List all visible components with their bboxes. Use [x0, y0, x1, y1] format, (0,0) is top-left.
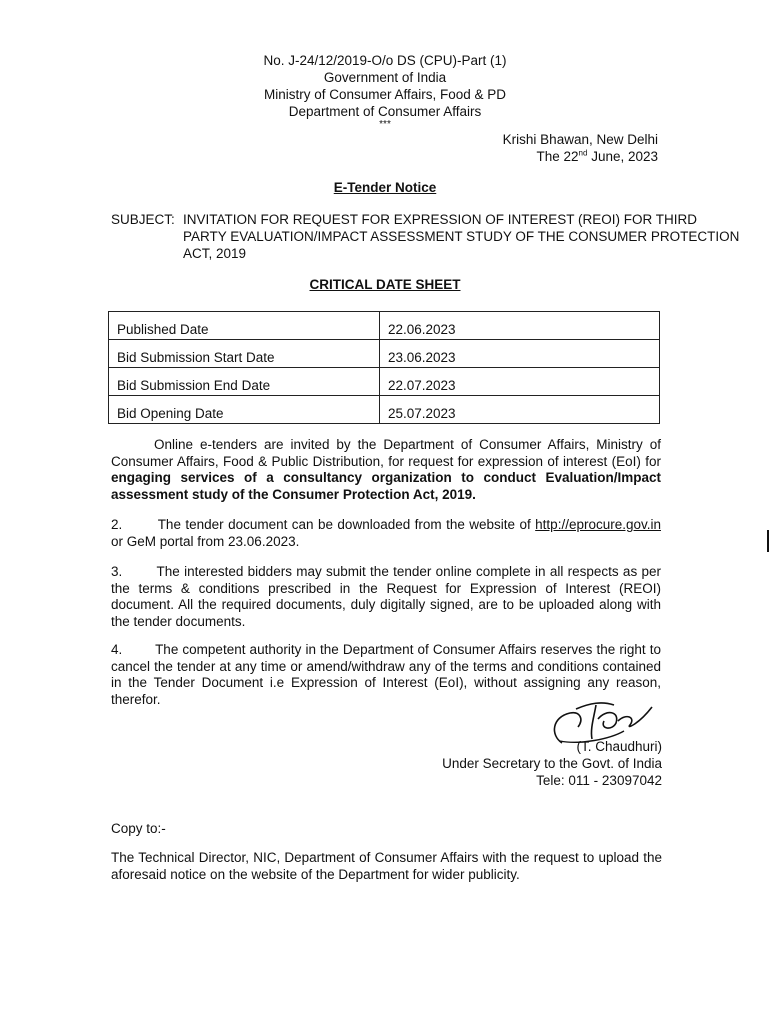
subject-text: INVITATION FOR REQUEST FOR EXPRESSION OF INTEREST (REOI) FOR THIRD PARTY EVALUATION/IMPACT ASSESSMENT STUDY OF THE CONSUMER PROTECTION ACT, 2019: [183, 212, 740, 261]
date-label: Bid Submission End Date: [109, 368, 380, 396]
date-value: 22.07.2023: [380, 368, 660, 396]
table-row: [109, 312, 660, 340]
signatory-block: [442, 738, 662, 789]
margin-mark: [767, 530, 769, 552]
signatory-designation: Under Secretary to the Govt. of India: [442, 756, 662, 771]
date-value: 23.06.2023: [380, 340, 660, 368]
separator-stars: ***: [379, 119, 391, 130]
signatory-name: (T. Chaudhuri): [576, 739, 662, 754]
date-label: Published Date: [109, 312, 380, 340]
table-row: [109, 340, 660, 368]
eprocure-link[interactable]: http://eprocure.gov.in: [535, 517, 661, 532]
department-line: Department of Consumer Affairs: [288, 104, 482, 119]
government-line: Government of India: [323, 70, 447, 85]
date-label: Bid Submission Start Date: [109, 340, 380, 368]
subject-label: SUBJECT:: [111, 212, 175, 227]
paragraph-1-bold: engaging services of a consultancy organization to conduct Evaluation/Impact assessment study of the Consumer Protection Act, 2019.: [111, 470, 661, 502]
signatory-telephone: Tele: 011 - 23097042: [536, 773, 662, 788]
critical-date-sheet-heading: CRITICAL DATE SHEET: [309, 277, 461, 292]
copy-to-label: Copy to:-: [111, 821, 166, 836]
critical-dates-table: [108, 311, 660, 424]
issue-date: The 22nd June, 2023: [536, 148, 658, 164]
date-value: 22.06.2023: [380, 312, 660, 340]
notice-title: E-Tender Notice: [333, 180, 437, 195]
letter-header: [0, 52, 770, 130]
table-row: [109, 396, 660, 424]
ministry-line: Ministry of Consumer Affairs, Food & PD: [263, 87, 507, 102]
paragraph-3: 3. The interested bidders may submit the tender online complete in all respects as per the terms & conditions prescribed in the Request for Expression of Interest (REOI) document. All the required documents, duly digitally signed, are to be uploaded along with the tender documents.: [111, 564, 661, 629]
place: Krishi Bhawan, New Delhi: [502, 132, 658, 147]
paragraph-1: Online e-tenders are invited by the Department of Consumer Affairs, Ministry of Consumer Affairs, Food & Public Distribution, for request for expression of interest (EoI) for engaging services of a consultancy organization to conduct Evaluation/Impact assessment study of the Consumer Protection Act, 2019.: [111, 437, 661, 502]
paragraph-4: 4. The competent authority in the Department of Consumer Affairs reserves the right to cancel the tender at any time or amend/withdraw any of the terms and conditions contained in the Tender Document i.e Expression of Interest (EoI), without assigning any reason, therefor.: [111, 642, 661, 707]
copy-to-text: The Technical Director, NIC, Department of Consumer Affairs with the request to upload the aforesaid notice on the website of the Department for wider publicity.: [111, 850, 662, 882]
reference-number: No. J-24/12/2019-O/o DS (CPU)-Part (1): [263, 53, 507, 68]
place-date-block: [503, 131, 658, 165]
table-row: [109, 368, 660, 396]
paragraph-2: 2. The tender document can be downloaded from the website of http://eprocure.gov.in or GeM portal from 23.06.2023.: [111, 517, 661, 549]
date-value: 25.07.2023: [380, 396, 660, 424]
date-label: Bid Opening Date: [109, 396, 380, 424]
